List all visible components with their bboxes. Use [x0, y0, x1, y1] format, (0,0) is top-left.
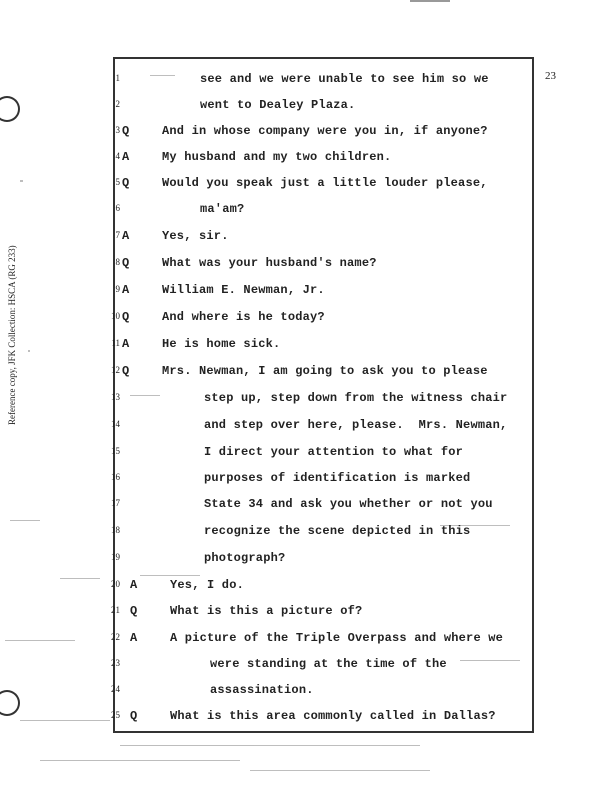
qa-marker: Q: [122, 364, 130, 378]
line-number: 19: [111, 552, 120, 562]
line-number: 4: [115, 151, 120, 161]
qa-marker: A: [130, 578, 138, 592]
line-text: What is this area commonly called in Dallas?: [170, 709, 496, 723]
qa-marker: Q: [130, 709, 138, 723]
line-number: 5: [115, 177, 120, 187]
line-number: 20: [111, 579, 120, 589]
line-number: 13: [111, 392, 120, 402]
qa-marker: A: [122, 150, 130, 164]
line-text: photograph?: [204, 551, 286, 565]
line-text: assassination.: [210, 683, 314, 697]
line-number: 25: [111, 710, 120, 720]
line-number: 8: [115, 257, 120, 267]
qa-marker: Q: [122, 310, 130, 324]
line-number: 12: [111, 365, 120, 375]
line-text: and step over here, please. Mrs. Newman,: [204, 418, 508, 432]
line-text: Yes, sir.: [162, 229, 229, 243]
qa-marker: A: [122, 229, 130, 243]
line-number: 23: [111, 658, 120, 668]
line-text: recognize the scene depicted in this: [204, 524, 471, 538]
line-text: purposes of identification is marked: [204, 471, 471, 485]
qa-marker: A: [130, 631, 138, 645]
line-number: 1: [115, 73, 120, 83]
line-text: And in whose company were you in, if anyone?: [162, 124, 488, 138]
side-reference-stamp: Reference copy, JFK Collection: HSCA (RG 233): [7, 245, 17, 425]
line-text: Mrs. Newman, I am going to ask you to please: [162, 364, 488, 378]
line-number: 17: [111, 498, 120, 508]
line-text: A picture of the Triple Overpass and where we: [170, 631, 504, 645]
line-text: ma'am?: [200, 202, 245, 216]
qa-marker: Q: [122, 256, 130, 270]
line-number: 7: [115, 230, 120, 240]
line-number: 11: [111, 338, 120, 348]
line-text: went to Dealey Plaza.: [200, 98, 356, 112]
line-number: 22: [111, 632, 120, 642]
page-number: 23: [545, 70, 556, 82]
line-text: He is home sick.: [162, 337, 281, 351]
line-text: What is this a picture of?: [170, 604, 363, 618]
line-text: see and we were unable to see him so we: [200, 72, 489, 86]
qa-marker: Q: [122, 176, 130, 190]
line-number: 24: [111, 684, 120, 694]
line-number: 16: [111, 472, 120, 482]
qa-marker: Q: [122, 124, 130, 138]
line-number: 15: [111, 446, 120, 456]
line-text: My husband and my two children.: [162, 150, 392, 164]
line-text: Yes, I do.: [170, 578, 245, 592]
line-number: 3: [115, 125, 120, 135]
line-text: were standing at the time of the: [210, 657, 447, 671]
line-text: And where is he today?: [162, 310, 325, 324]
line-text: I direct your attention to what for: [204, 445, 464, 459]
line-number: 9: [115, 284, 120, 294]
line-number: 6: [115, 203, 120, 213]
qa-marker: Q: [130, 604, 138, 618]
qa-marker: A: [122, 283, 130, 297]
line-number: 18: [111, 525, 120, 535]
line-number: 2: [115, 99, 120, 109]
line-text: step up, step down from the witness chair: [204, 391, 508, 405]
line-number: 10: [111, 311, 120, 321]
line-text: Would you speak just a little louder please,: [162, 176, 488, 190]
line-text: State 34 and ask you whether or not you: [204, 497, 493, 511]
line-text: What was your husband's name?: [162, 256, 377, 270]
line-number: 21: [111, 605, 120, 615]
line-text: William E. Newman, Jr.: [162, 283, 325, 297]
qa-marker: A: [122, 337, 130, 351]
line-number: 14: [111, 419, 120, 429]
